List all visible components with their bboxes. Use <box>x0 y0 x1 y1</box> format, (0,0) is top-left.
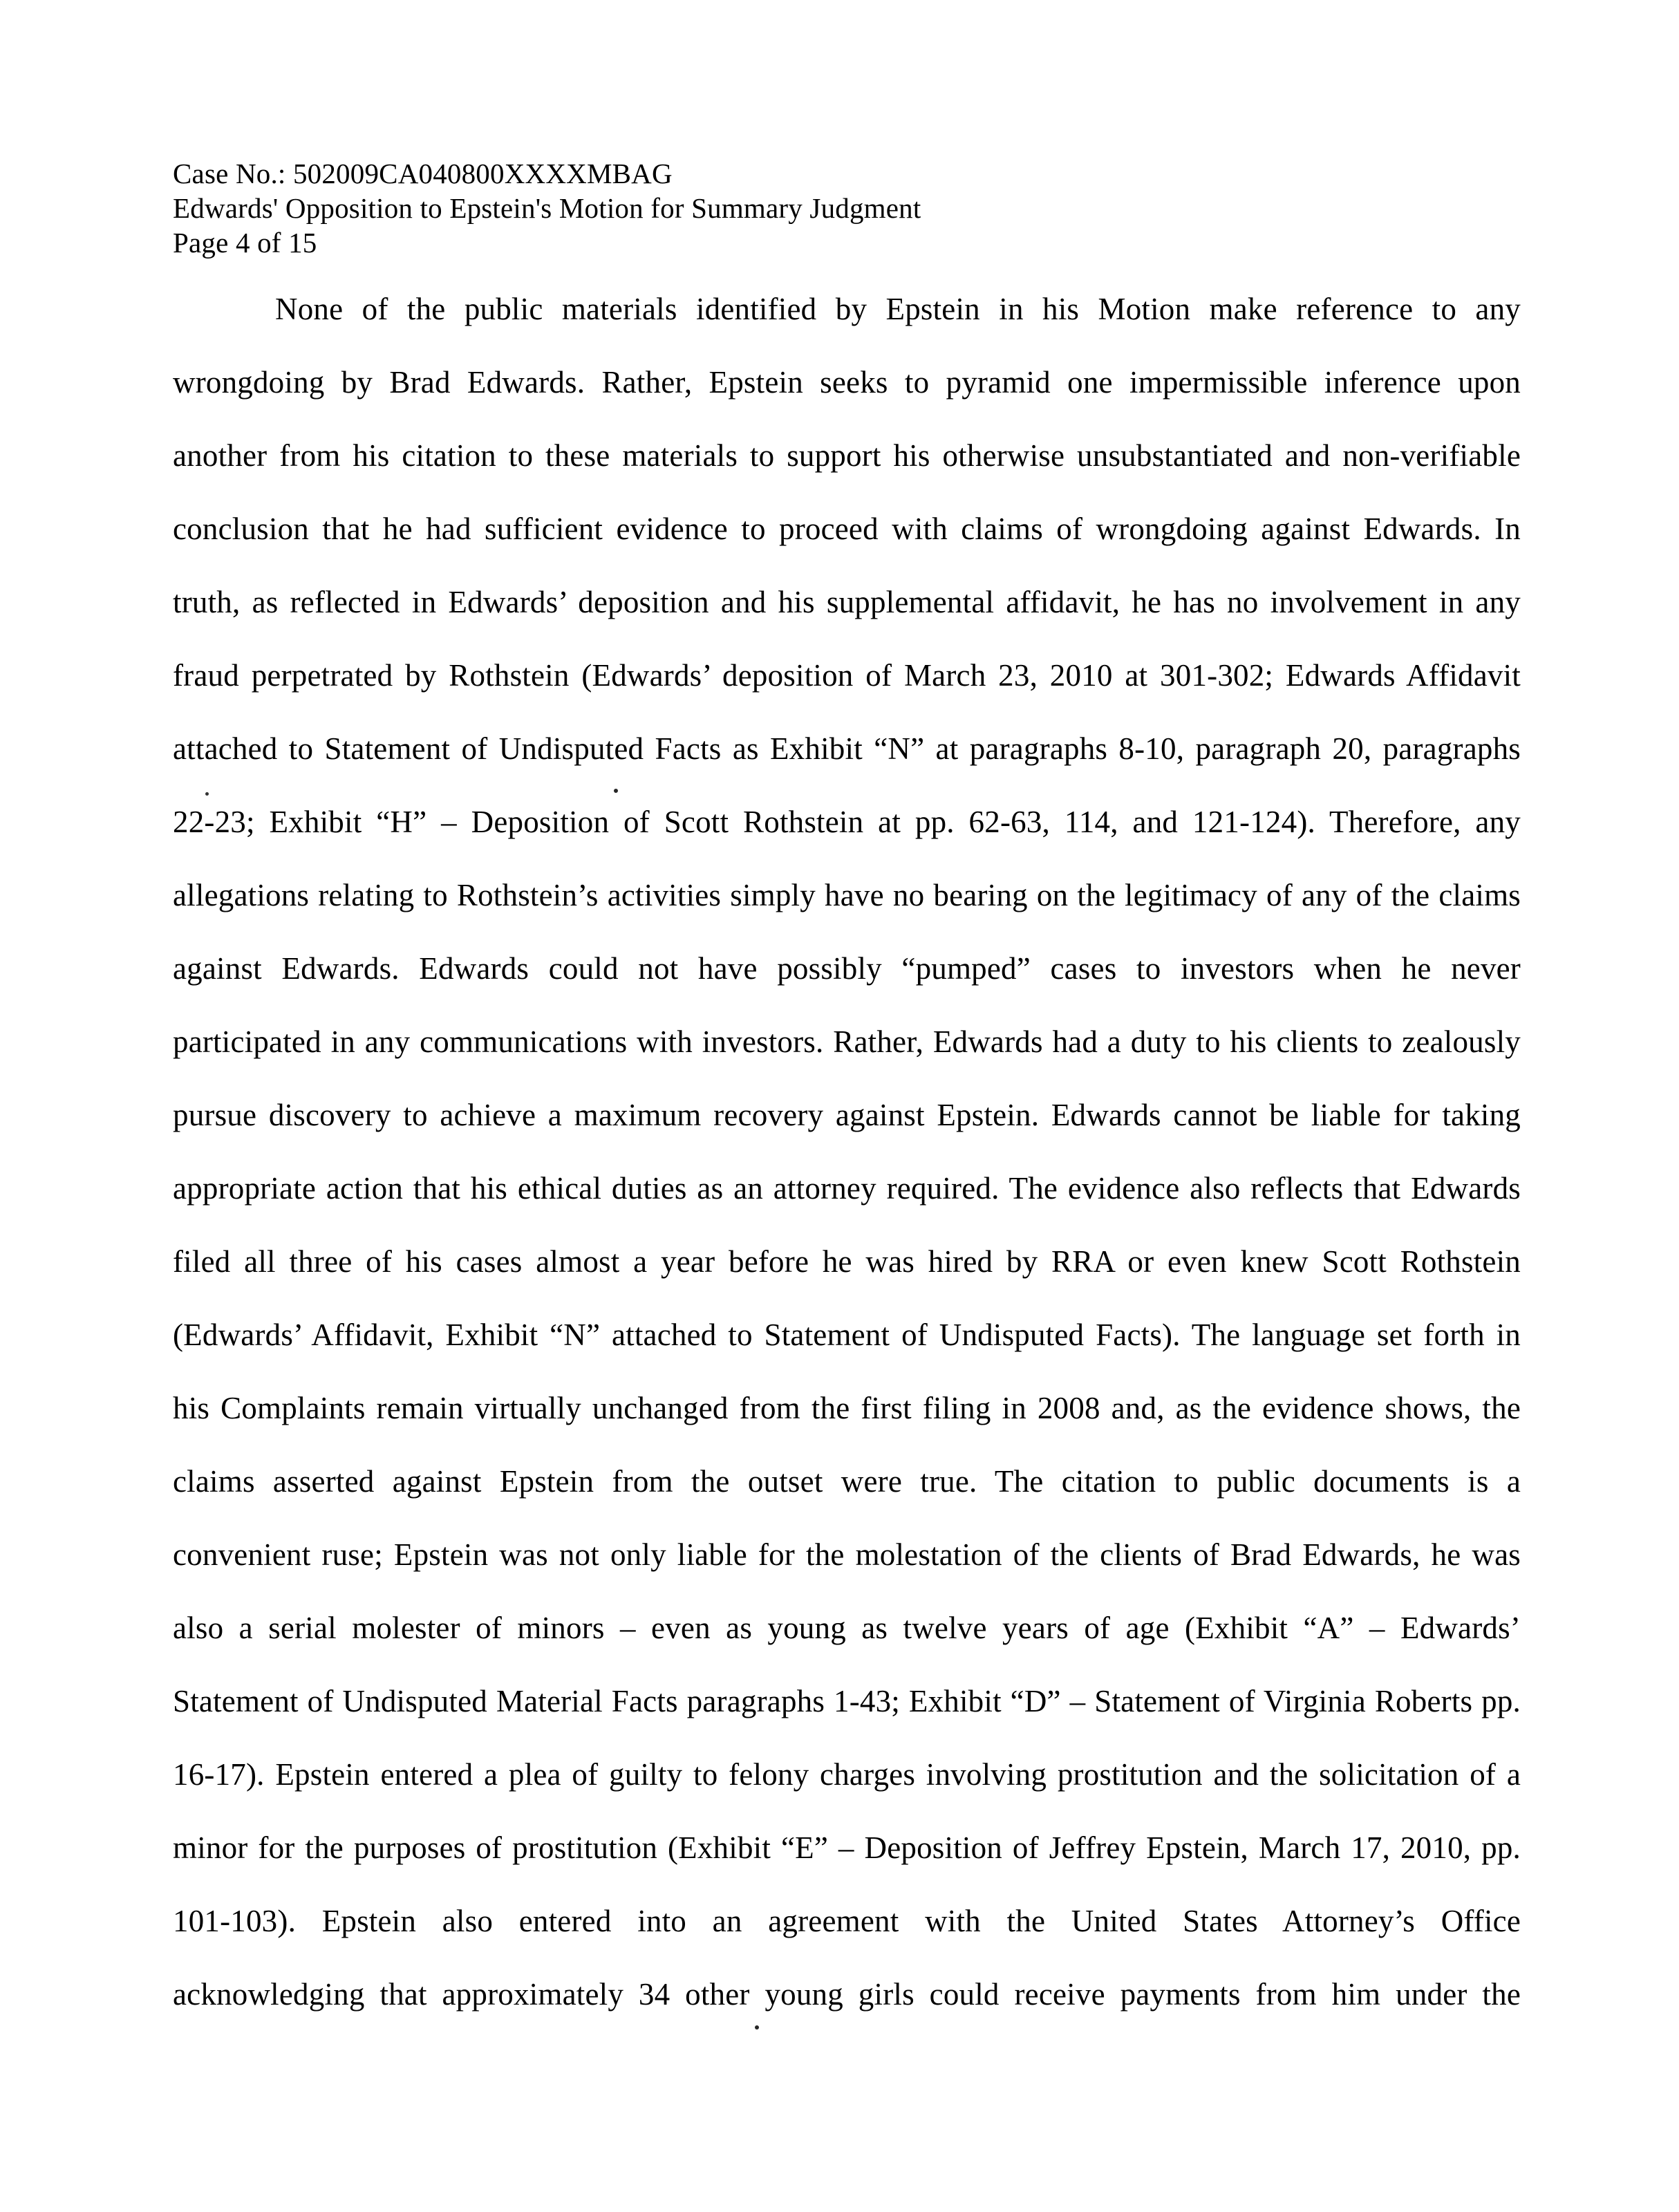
body-paragraph <box>173 272 1521 2031</box>
body-line: also a serial molester of minors – even as young as twelve years of age (Exhibit “A” – Edwards’ <box>173 1611 1521 1645</box>
document-header <box>173 156 1528 260</box>
body-line: appropriate action that his ethical duties as an attorney required. The evidence also reflects that Edwards <box>173 1171 1521 1206</box>
body-line: None of the public materials identified by Epstein in his Motion make reference to any <box>275 292 1521 326</box>
body-line: Statement of Undisputed Material Facts paragraphs 1-43; Exhibit “D” – Statement of Virginia Roberts pp. <box>173 1684 1521 1718</box>
body-line: minor for the purposes of prostitution (Exhibit “E” – Deposition of Jeffrey Epstein, March 17, 2010, pp. <box>173 1830 1521 1865</box>
body-line: convenient ruse; Epstein was not only liable for the molestation of the clients of Brad Edwards, he was <box>173 1537 1521 1572</box>
body-line: filed all three of his cases almost a year before he was hired by RRA or even knew Scott Rothstein <box>173 1244 1521 1279</box>
body-line: 22-23; Exhibit “H” – Deposition of Scott Rothstein at pp. 62-63, 114, and 121-124). Therefore, any <box>173 805 1521 839</box>
body-line: his Complaints remain virtually unchanged from the first filing in 2008 and, as the evidence shows, the <box>173 1391 1521 1425</box>
body-line: claims asserted against Epstein from the outset were true. The citation to public documents is a <box>173 1464 1521 1499</box>
body-line: truth, as reflected in Edwards’ deposition and his supplemental affidavit, he has no involvement in any <box>173 585 1521 619</box>
body-line: pursue discovery to achieve a maximum recovery against Epstein. Edwards cannot be liable for taking <box>173 1098 1521 1132</box>
scan-artifact-dot <box>614 789 618 793</box>
body-line: participated in any communications with investors. Rather, Edwards had a duty to his clients to zealously <box>173 1024 1521 1059</box>
body-line: acknowledging that approximately 34 other young girls could receive payments from him under the <box>173 1977 1521 2012</box>
body-line: wrongdoing by Brad Edwards. Rather, Epstein seeks to pyramid one impermissible inference upon <box>173 365 1521 400</box>
body-line: 101-103). Epstein also entered into an agreement with the United States Attorney’s Office <box>173 1904 1521 1938</box>
scan-artifact-dot <box>205 792 209 796</box>
case-number: Case No.: 502009CA040800XXXXMBAG <box>173 158 673 189</box>
body-line: against Edwards. Edwards could not have possibly “pumped” cases to investors when he never <box>173 951 1521 986</box>
scan-artifact-dot <box>755 2025 759 2030</box>
document-title: Edwards' Opposition to Epstein's Motion for Summary Judgment <box>173 192 921 224</box>
page-number: Page 4 of 15 <box>173 227 317 259</box>
body-line: (Edwards’ Affidavit, Exhibit “N” attached to Statement of Undisputed Facts). The language set forth in <box>173 1318 1521 1352</box>
body-line: another from his citation to these materials to support his otherwise unsubstantiated and non-verifiable <box>173 438 1521 473</box>
body-line: 16-17). Epstein entered a plea of guilty to felony charges involving prostitution and the solicitation of a <box>173 1757 1521 1792</box>
body-line: fraud perpetrated by Rothstein (Edwards’ deposition of March 23, 2010 at 301-302; Edwards Affidavit <box>173 658 1521 693</box>
body-line: attached to Statement of Undisputed Facts as Exhibit “N” at paragraphs 8-10, paragraph 20, paragraphs <box>173 731 1521 766</box>
body-line: conclusion that he had sufficient evidence to proceed with claims of wrongdoing against Edwards. In <box>173 512 1521 546</box>
body-line: allegations relating to Rothstein’s activities simply have no bearing on the legitimacy of any of the claims <box>173 878 1521 912</box>
